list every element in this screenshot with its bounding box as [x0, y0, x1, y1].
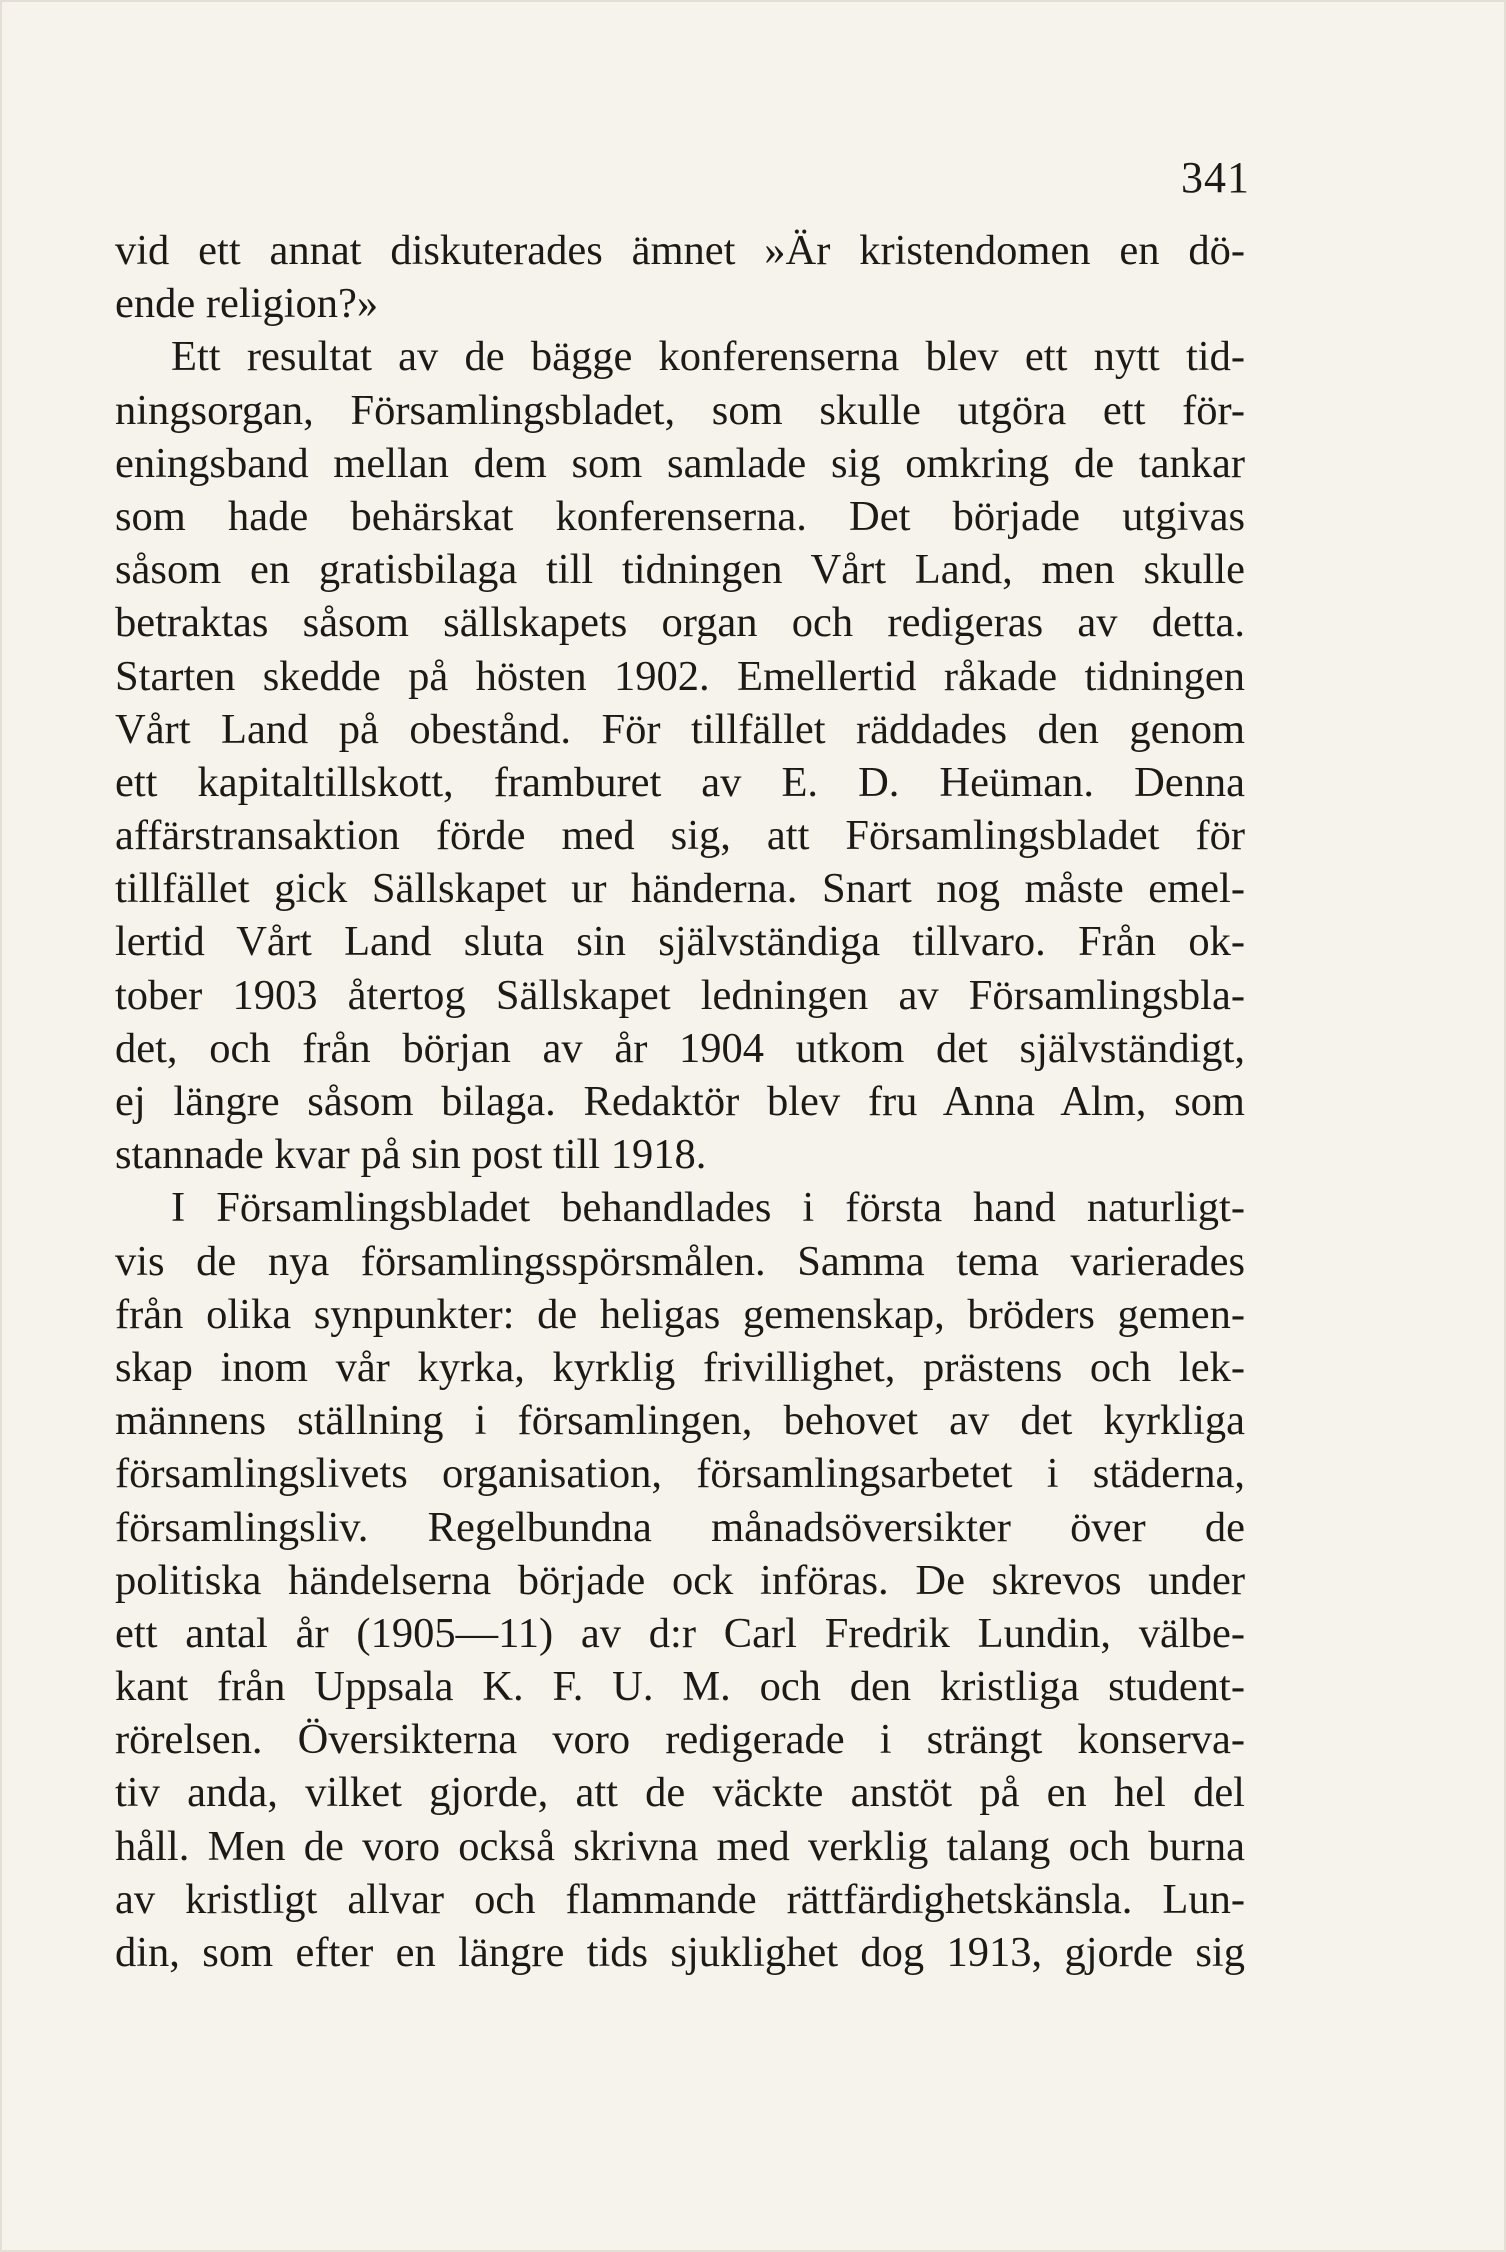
- text-line: din, som efter en längre tids sjuklighet dog 1913, gjorde sig: [115, 1929, 1245, 1976]
- text-line: ett antal år (1905—11) av d:r Carl Fredrik Lundin, välbe-: [115, 1609, 1245, 1657]
- text-line: såsom en gratisbilaga till tidningen Vårt Land, men skulle: [115, 546, 1245, 594]
- text-line: Starten skedde på hösten 1902. Emellertid råkade tidningen: [115, 652, 1245, 700]
- page-number: 341: [1181, 153, 1250, 202]
- text-line: skap inom vår kyrka, kyrklig frivillighet, prästens och lek-: [115, 1343, 1245, 1391]
- text-line: I Församlingsbladet behandlades i första hand naturligt-: [171, 1184, 1245, 1232]
- text-line: Ett resultat av de bägge konferenserna blev ett nytt tid-: [171, 333, 1245, 381]
- text-line: tillfället gick Sällskapet ur händerna. Snart nog måste emel-: [115, 865, 1245, 913]
- text-line: Vårt Land på obestånd. För tillfället räddades den genom: [115, 705, 1245, 753]
- text-line: håll. Men de voro också skrivna med verklig talang och burna: [115, 1822, 1245, 1870]
- text-line: församlingslivets organisation, församlingsarbetet i städerna,: [115, 1450, 1245, 1498]
- text-line: vid ett annat diskuterades ämnet »Är kristendomen en dö-: [115, 227, 1245, 274]
- text-line: betraktas såsom sällskapets organ och redigeras av detta.: [115, 599, 1245, 647]
- text-line: politiska händelserna började ock införas. De skrevos under: [115, 1556, 1245, 1604]
- body-text: [115, 224, 1245, 1979]
- text-line: det, och från början av år 1904 utkom det självständigt,: [115, 1024, 1245, 1072]
- text-line: tober 1903 återtog Sällskapet ledningen av Församlingsbla-: [115, 971, 1245, 1019]
- text-line: från olika synpunkter: de heligas gemenskap, bröders gemen-: [115, 1290, 1245, 1338]
- text-line: församlingsliv. Regelbundna månadsöversikter över de: [115, 1503, 1245, 1551]
- text-line: ende religion?»: [115, 280, 379, 328]
- text-line: lertid Vårt Land sluta sin självständiga tillvaro. Från ok-: [115, 918, 1245, 966]
- text-line: affärstransaktion förde med sig, att Församlingsbladet för: [115, 812, 1245, 860]
- text-line: kant från Uppsala K. F. U. M. och den kristliga student-: [115, 1663, 1245, 1711]
- text-line: männens ställning i församlingen, behovet av det kyrkliga: [115, 1397, 1245, 1445]
- text-line: ej längre såsom bilaga. Redaktör blev fru Anna Alm, som: [115, 1078, 1245, 1125]
- text-line: av kristligt allvar och flammande rättfärdighetskänsla. Lun-: [115, 1875, 1245, 1923]
- text-line: vis de nya församlingsspörsmålen. Samma tema varierades: [115, 1237, 1245, 1285]
- text-line: som hade behärskat konferenserna. Det började utgivas: [115, 492, 1245, 540]
- text-line: tiv anda, vilket gjorde, att de väckte anstöt på en hel del: [115, 1769, 1245, 1817]
- text-line: stannade kvar på sin post till 1918.: [115, 1131, 707, 1179]
- text-line: ningsorgan, Församlingsbladet, som skulle utgöra ett för-: [115, 386, 1245, 434]
- text-line: rörelsen. Översikterna voro redigerade i strängt konserva-: [115, 1716, 1245, 1764]
- text-line: eningsband mellan dem som samlade sig omkring de tankar: [115, 439, 1245, 487]
- text-line: ett kapitaltillskott, framburet av E. D. Heüman. Denna: [115, 758, 1245, 806]
